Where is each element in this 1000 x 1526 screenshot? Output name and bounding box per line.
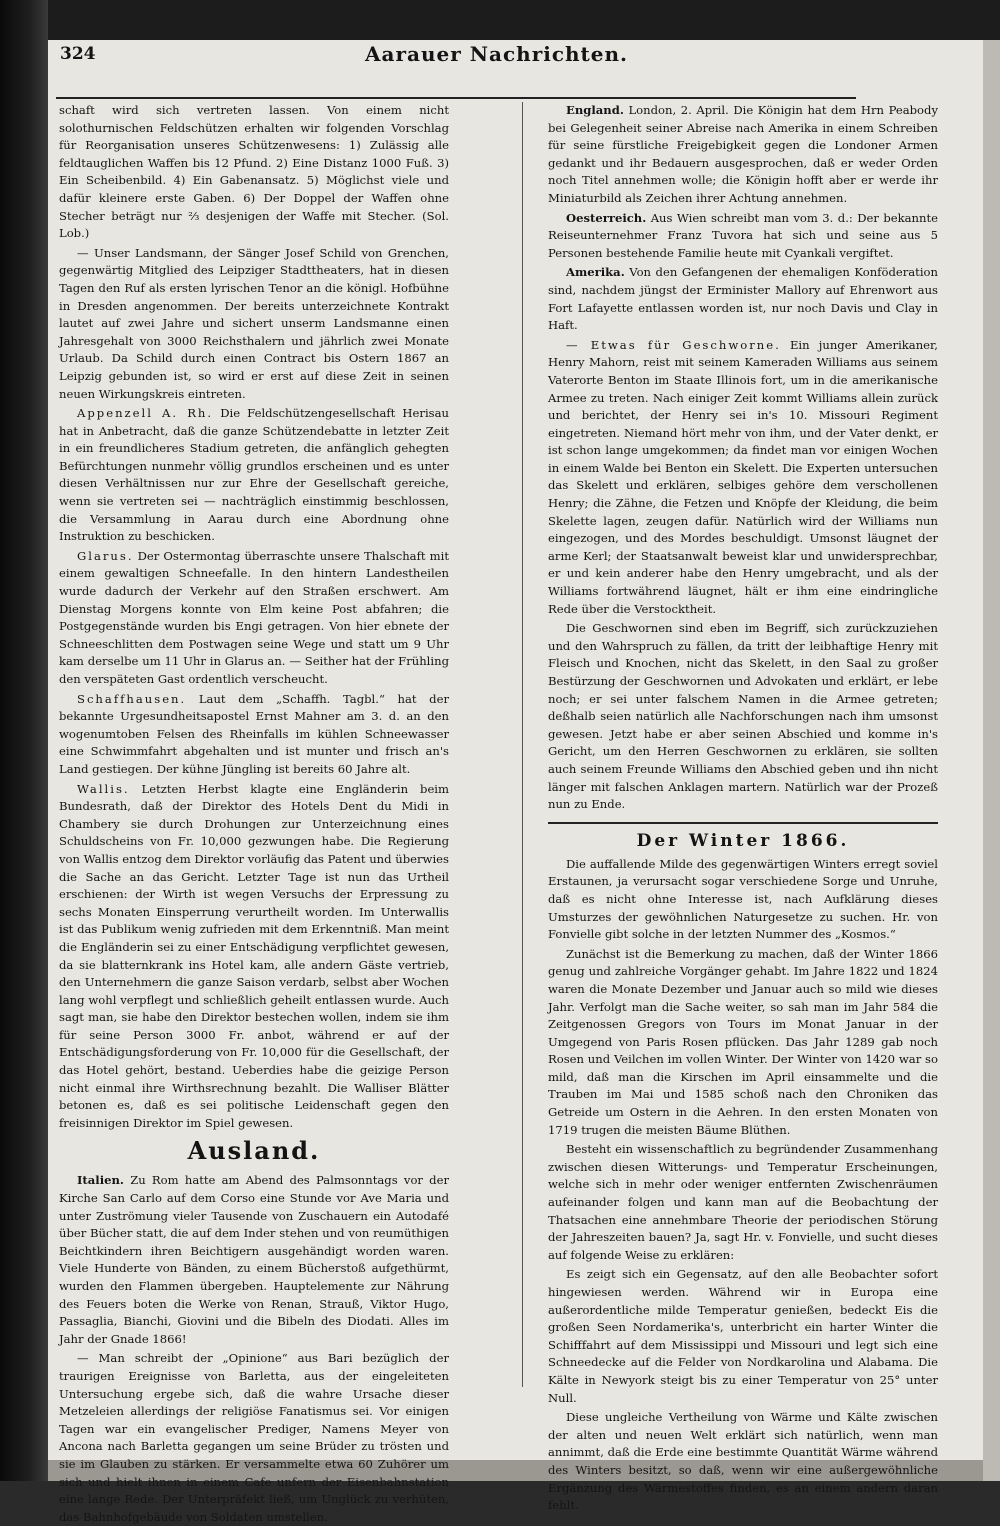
article-paragraph: — Etwas für Geschworne. Ein junger Amerikaner, Henry Mahorn, reist mit seinem Kameraden Williams aus seinem Vaterorte Benton im Staate Illinois fort, um in die amerikanische Armee zu treten. Nach einiger Zeit kommt Williams allein zurück und berichtet, der Henry sei in's 10. Missouri Regiment eingetreten. Niemand hört mehr von ihm, und der Vater denkt, er ist schon lange umgekommen; da findet man vor einigen Wochen in einem Walde bei Benton ein Skelett. Die Experten untersuchen das Skelett und erklären, selbiges gehöre dem verschollenen Henry; die Zähne, die Fetzen und Knöpfe der Kleidung, die beim Skelette lagen, zeugen dafür. Natürlich wird der Williams nun eingezogen, und des Mordes beschuldigt. Umsonst läugnet der arme Kerl; der Staatsanwalt beweist klar und unwidersprechbar, er und kein anderer habe den Henry umgebracht, und als der Williams fortwährend läugnet, hält er ihm eine eindringliche Rede über die Verstocktheit. [548,337,938,616]
article-paragraph: Es zeigt sich ein Gegensatz, auf den alle Beobachter sofort hingewiesen werden. Während wir in Europa eine außerordentliche milde Temperatur genießen, bedeckt Eis die großen Seen Nordamerika's, unterbricht ein harter Winter die Schifffahrt auf dem Mississippi und Missouri und legt sich eine Schneedecke auf die Felder von Nordkarolina und Alabama. Die Kälte in Newyork steigt bis zu einer Temperatur von 25° unter Null. [548,1267,938,1405]
article-paragraph: schaft wird sich vertreten lassen. Von einem nicht solothurnischen Feldschützen erhalten wir folgenden Vorschlag für Reorganisation unseres Schützenwesens: 1) Zulässig alle feldtauglichen Waffen bis 12 Pfund. 2) Eine Distanz 1000 Fuß. 3) Ein Scheibenbild. 4) Ein Gabenansatz. 5) Möglichst viele und dafür kleinere erste Gaben. 6) Der Doppel der Waffen ohne Stecher beträgt nur ⅔ desjenigen der Waffe mit Stecher. (Sol. Lob.) [59,103,449,241]
article-paragraph: — Unser Landsmann, der Sänger Josef Schild von Grenchen, gegenwärtig Mitglied des Leipziger Stadttheaters, hat in diesen Tagen den Ruf als ersten lyrischen Tenor an die königl. Hofbühne in Dresden angenommen. Der bereits unterzeichnete Kontrakt lautet auf zwei Jahre und sichert unserm Landsmanne einen Jahresgehalt von 3000 Reichsthalern und jährlich zwei Monate Urlaub. Da Schild durch einen Contract bis Ostern 1867 an Leipzig gebunden ist, so wird er erst auf diese Zeit in seinen neuen Wirkungskreis eintreten. [59,245,449,401]
place-name: Glarus. [77,548,134,563]
article-paragraph: Diese ungleiche Vertheilung von Wärme und Kälte zwischen der alten und neuen Welt erklärt sich natürlich, wenn man annimmt, daß die Erde eine bestimmte Quantität Wärme während des Winters besitzt, so daß, wenn wir eine außergewöhnliche Ergänzung des Wärmestoffes finden, es an einem andern daran fehlt. [548,1410,938,1513]
column-divider [522,102,523,1387]
page-number: 324 [60,44,96,64]
place-name: Schaffhausen. [77,691,187,706]
article-separator [548,822,938,824]
article-paragraph: Appenzell A. Rh. Die Feldschützengesellschaft Herisau hat in Anbetracht, daß die ganze Schützendebatte in letzter Zeit in ein freundlicheres Stadium getreten, die anfänglich gehegten Befürchtungen nunmehr völlig grundlos erscheinen und es unter diesen Verhältnissen nur zur Ehre der Gesellschaft gereiche, wenn sie vertreten sei — nachträglich einstimmig beschlossen, die Versammlung in Aarau durch eine Abordnung ohne Instruktion zu beschicken. [59,406,449,544]
article-paragraph: Die auffallende Milde des gegenwärtigen Winters erregt soviel Erstaunen, ja verursacht sogar verschiedene Sorge und Unruhe, daß es nicht ohne Interesse ist, nach Aufklärung dieses Umsturzes der gewöhnlichen Naturgesetze zu suchen. Hr. von Fonvielle gibt solche in der letzten Nummer des „Kosmos.“ [548,856,938,942]
article-paragraph: Wallis. Letzten Herbst klagte eine Engländerin beim Bundesrath, daß der Direktor des Hotels Dent du Midi in Chambery sie durch Drohungen zur Unterzeichnung eines Schuldscheins von Fr. 10,000 gezwungen habe. Die Regierung von Wallis entzog dem Direktor vorläufig das Patent und überwies die Sache an das Gericht. Letzter Tage ist nun das Urtheil erschienen: der Wirth ist wegen Versuchs der Erpressung zu sechs Monaten Einsperrung verurtheilt worden. Im Unterwallis ist das Publikum wenig zufrieden mit dem Erkenntniß. Man meint die Engländerin sei zu einer Entschädigung verpflichtet gewesen, da sie blatternkrank ins Hotel kam, alle andern Gäste vertrieb, den Unternehmern die ganze Saison verdarb, selbst aber Wochen lang wohl verpflegt und schließlich geheilt entlassen wurde. Auch sagt man, sie habe den Direktor bestechen wollen, indem sie ihm für seine Person 3000 Fr. anbot, während er auf der Entschädigungsforderung von Fr. 10,000 für die Gesellschaft, der das Hotel gehört, bestand. Ueberdies habe die geizige Person nicht einmal ihre Wirthsrechnung bezahlt. Die Walliser Blätter betonen es, daß es sei politische Leidenschaft gegen den freisinnigen Direktor im Spiel gewesen. [59,781,450,1130]
left-column [59,102,450,1524]
article-paragraph: Italien. Zu Rom hatte am Abend des Palmsonntags vor der Kirche San Carlo auf dem Corso eine Stunde vor Ave Maria und unter Zuströmung vieler Tausende von Zuschauern ein Autodafé über Bücher statt, die auf dem Inder stehen und von reumüthigen Beichtkindern ihren Beichtigern ausgehändigt worden waren. Viele Hunderte von Bänden, zu einem Bücherstoß aufgethürmt, wurden den Flammen übergeben. Hauptelemente zur Nährung des Feuers boten die Werke von Renan, Strauß, Viktor Hugo, Passaglia, Bianchi, Giovini und die Bibeln des Diodati. Alles im Jahr der Gnade 1866! [59,1173,450,1346]
place-name: Wallis. [77,781,130,796]
article-paragraph: Die Geschwornen sind eben im Begriff, sich zurückzuziehen und den Wahrspruch zu fällen, da tritt der leibhaftige Henry mit Fleisch und Knochen, nicht das Skelett, in den Saal zu großer Bestürzung der Geschwornen und Advokaten und erklärt, er lebe noch; er sei unter falschem Namen in die Armee getreten; deßhalb seien natürlich alle Nachforschungen nach ihm umsonst gewesen. Jetzt habe er aber seinen Abschied und komme in's Gericht, um den Herren Geschwornen zu erklären, sie sollten auch seinem Freunde Williams den Abschied geben und ihn nicht länger mit falschen Anklagen martern. Natürlich war der Prozeß nun zu Ende. [548,621,938,812]
place-name: Appenzell A. Rh. [77,406,214,421]
article-paragraph: Oesterreich. Aus Wien schreibt man vom 3. d.: Der bekannte Reiseunternehmer Franz Tuvora hat sich und seine aus 5 Personen bestehende Familie heute mit Cyankali vergiftet. [548,210,939,260]
masthead-title: Aarauer Nachrichten. [365,42,629,66]
article-paragraph: Schaffhausen. Laut dem „Schaffh. Tagbl.“ hat der bekannte Urgesundheitsapostel Ernst Mahner am 3. d. an den wogenumtoben Felsen des Rheinfalls im kühlen Schneewasser eine Schwimmfahrt abgehalten und ist munter und frisch an's Land gestiegen. Der kühne Jüngling ist bereits 60 Jahre alt. [59,691,450,776]
scan-left-shadow [0,0,48,1481]
article-paragraph: Glarus. Der Ostermontag überraschte unsere Thalschaft mit einem gewaltigen Schneefalle. In den hintern Landestheilen wurde dadurch der Verkehr auf den Straßen erschwert. Am Dienstag Morgens konnte von Elm keine Post abfahren; die Postgegenstände wurden bis Engi getragen. Von hier ebnete der Schneeschlitten dem Postwagen seine Wege und statt um 9 Uhr kam derselbe um 11 Uhr in Glarus an. — Seither hat der Frühling den verspäteten Gast ordentlich verscheucht. [59,548,449,686]
country-name: Oesterreich. [566,210,647,225]
article-title: Der Winter 1866. [636,830,850,851]
right-column [548,102,939,1513]
article-paragraph: England. London, 2. April. Die Königin hat dem Hrn Peabody bei Gelegenheit seiner Abreise nach Amerika in einem Schreiben für seine fürstliche Freigebigkeit gegen die Londoner Armen gedankt und ihr Bedauern ausgesprochen, daß er weder Orden noch Titel annehmen wolle; die Königin hofft aber er werde ihr Miniaturbild als Zeichen ihrer Achtung annehmen. [548,103,939,205]
article-paragraph: Besteht ein wissenschaftlich zu begründender Zusammenhang zwischen diesen Witterungs- und Temperatur Erscheinungen, welche sich in mehr oder weniger entfernten Zwischenräumen aufeinander folgen und kann man auf die Beobachtung der Thatsachen eine annehmbare Theorie der periodischen Störung der Jahreszeiten bauen? Ja, sagt Hr. v. Fonvielle, und sucht dieses auf folgende Weise zu erklären: [548,1142,938,1262]
country-name: Amerika. [566,265,625,280]
header-rule [56,97,856,99]
country-name: Italien. [77,1173,124,1188]
scan-top-shadow [48,0,1000,40]
scan-right-edge [983,40,1000,1481]
section-title: Ausland. [187,1136,321,1166]
article-paragraph: Zunächst ist die Bemerkung zu machen, daß der Winter 1866 genug und zahlreiche Vorgänger gehabt. Im Jahre 1822 und 1824 waren die Monate Dezember und Januar auch so mild wie dieses Jahr. Verfolgt man die Sache weiter, so sah man im Jahr 584 die Zeitgenossen Gregors von Tours im Monat Januar in der Umgegend von Paris Rosen pflücken. Das Jahr 1289 gab noch Rosen und Veilchen im vollen Winter. Der Winter von 1420 war so mild, daß man die Kirschen im April einsammelte und die Trauben im Mai und 1585 schoß nach den Chroniken das Getreide um Ostern in die Aehren. In den ersten Monaten von 1719 trugen die meisten Bäume Blüthen. [548,946,938,1137]
article-lead: — Etwas für Geschworne. [566,337,781,352]
article-paragraph: — Man schreibt der „Opinione“ aus Bari bezüglich der traurigen Ereignisse von Barletta, aus der eingeleiteten Untersuchung ergebe sich, daß die wahre Ursache dieser Metzeleien allerdings der religiöse Fanatismus sei. Vor einigen Tagen war ein evangelischer Prediger, Namens Meyer von Ancona nach Barletta gegangen um seine Brüder zu trösten und sie im Glauben zu stärken. Er versammelte etwa 60 Zuhörer um sich und hielt ihnen in einem Cafe unfern der Eisenbahnstation eine lange Rede. Der Unterpräfekt ließ, um Unglück zu verhüten, das Bahnhofgebäude von Soldaten umstellen. [59,1351,449,1524]
article-source: (Sol. Lob.) [59,208,449,241]
page-header [60,38,860,72]
article-paragraph: Amerika. Von den Gefangenen der ehemaligen Konföderation sind, nachdem jüngst der Erminister Mallory auf Ehrenwort aus Fort Lafayette entlassen worden ist, nur noch Davis und Clay in Haft. [548,265,938,333]
country-name: England. [566,103,624,117]
